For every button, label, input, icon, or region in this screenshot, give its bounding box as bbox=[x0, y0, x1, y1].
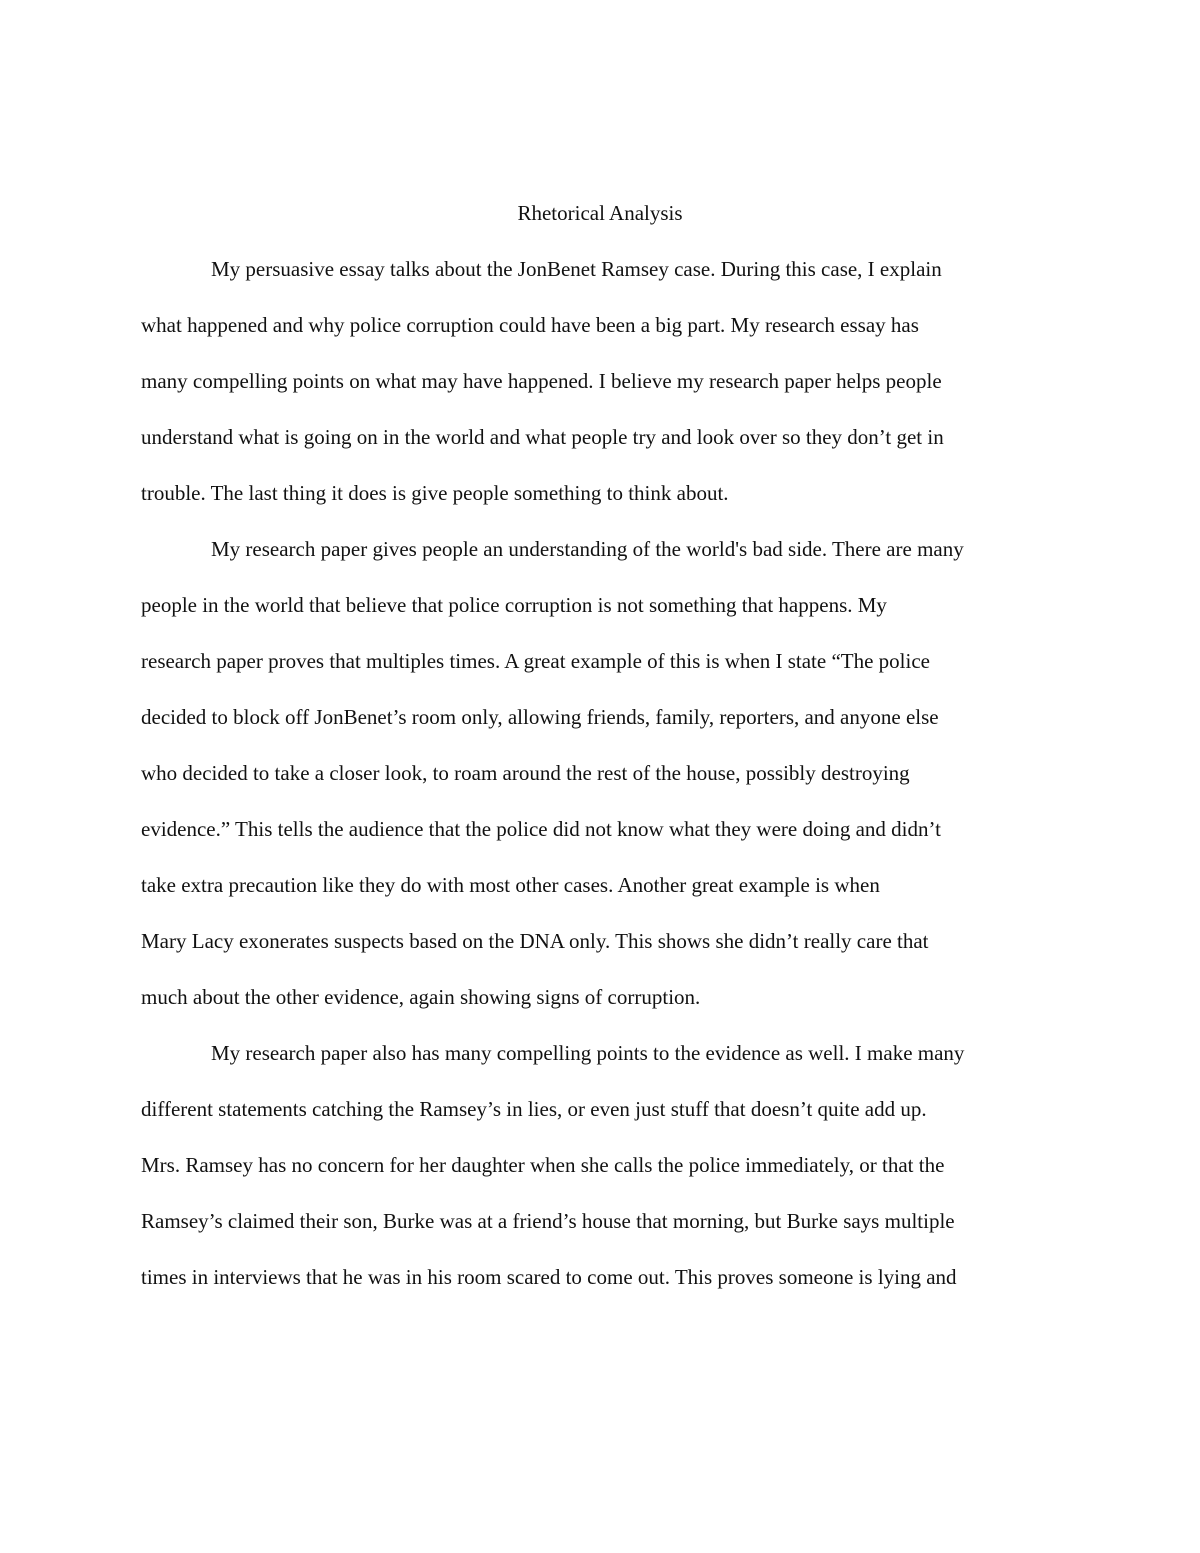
paragraph-1-line-5: trouble. The last thing it does is give people something to think about. bbox=[141, 481, 729, 505]
document-title: Rhetorical Analysis bbox=[517, 201, 683, 225]
paragraph-3-line-2: different statements catching the Ramsey’s in lies, or even just stuff that doesn’t quite add up. bbox=[141, 1097, 927, 1121]
paragraph-2-line-6: evidence.” This tells the audience that the police did not know what they were doing and didn’t bbox=[141, 817, 941, 841]
paragraph-2-line-4: decided to block off JonBenet’s room only, allowing friends, family, reporters, and anyone else bbox=[141, 705, 939, 729]
paragraph-1-line-2: what happened and why police corruption could have been a big part. My research essay has bbox=[141, 313, 919, 337]
paragraph-2-line-7: take extra precaution like they do with most other cases. Another great example is when bbox=[141, 873, 880, 897]
paragraph-2-line-2: people in the world that believe that police corruption is not something that happens. My bbox=[141, 593, 887, 617]
paragraph-2-line-1: My research paper gives people an understanding of the world's bad side. There are many bbox=[211, 537, 964, 561]
paragraph-2-line-8: Mary Lacy exonerates suspects based on the DNA only. This shows she didn’t really care that bbox=[141, 929, 929, 953]
paragraph-2-line-3: research paper proves that multiples times. A great example of this is when I state “The police bbox=[141, 649, 930, 673]
paragraph-2-line-5: who decided to take a closer look, to roam around the rest of the house, possibly destroying bbox=[141, 761, 910, 785]
paragraph-1-line-1: My persuasive essay talks about the JonBenet Ramsey case. During this case, I explain bbox=[211, 257, 942, 281]
paragraph-3-line-5: times in interviews that he was in his room scared to come out. This proves someone is lying and bbox=[141, 1265, 957, 1289]
paragraph-3-line-4: Ramsey’s claimed their son, Burke was at a friend’s house that morning, but Burke says multiple bbox=[141, 1209, 955, 1233]
paragraph-1-line-4: understand what is going on in the world and what people try and look over so they don’t get in bbox=[141, 425, 944, 449]
paragraph-3-line-3: Mrs. Ramsey has no concern for her daughter when she calls the police immediately, or that the bbox=[141, 1153, 945, 1177]
paragraph-2-line-9: much about the other evidence, again showing signs of corruption. bbox=[141, 985, 701, 1009]
paragraph-3-line-1: My research paper also has many compelling points to the evidence as well. I make many bbox=[211, 1041, 965, 1065]
paragraph-1-line-3: many compelling points on what may have happened. I believe my research paper helps people bbox=[141, 369, 942, 393]
